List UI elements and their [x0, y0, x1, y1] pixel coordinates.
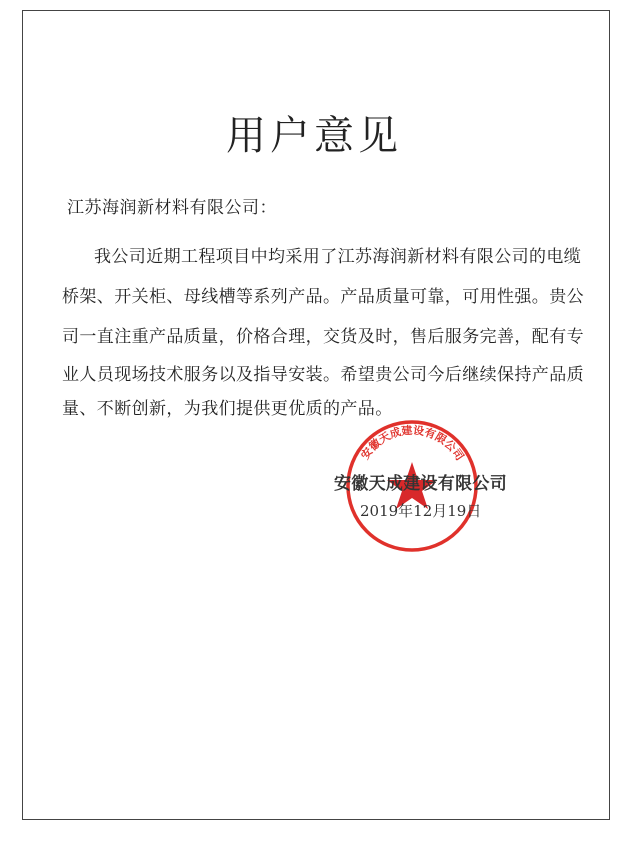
signature-company: 安徽天成建设有限公司: [334, 474, 507, 494]
body-line: 桥架、开关柜、母线槽等系列产品。产品质量可靠，可用性强。贵公: [62, 287, 584, 307]
signature-date: 2019年12月19日: [360, 502, 482, 520]
body-line: 司一直注重产品质量，价格合理，交货及时，售后服务完善，配有专: [62, 327, 584, 347]
seal-text: 安徽天成建设有限公司: [358, 423, 467, 463]
body-line: 量、不断创新，为我们提供更优质的产品。: [62, 399, 393, 419]
body-line: 我公司近期工程项目中均采用了江苏海润新材料有限公司的电缆: [94, 247, 582, 267]
document-title: 用户意见: [226, 113, 402, 159]
salutation: 江苏海润新材料有限公司：: [67, 198, 277, 218]
body-line: 业人员现场技术服务以及指导安装。希望贵公司今后继续保持产品质: [62, 365, 584, 385]
